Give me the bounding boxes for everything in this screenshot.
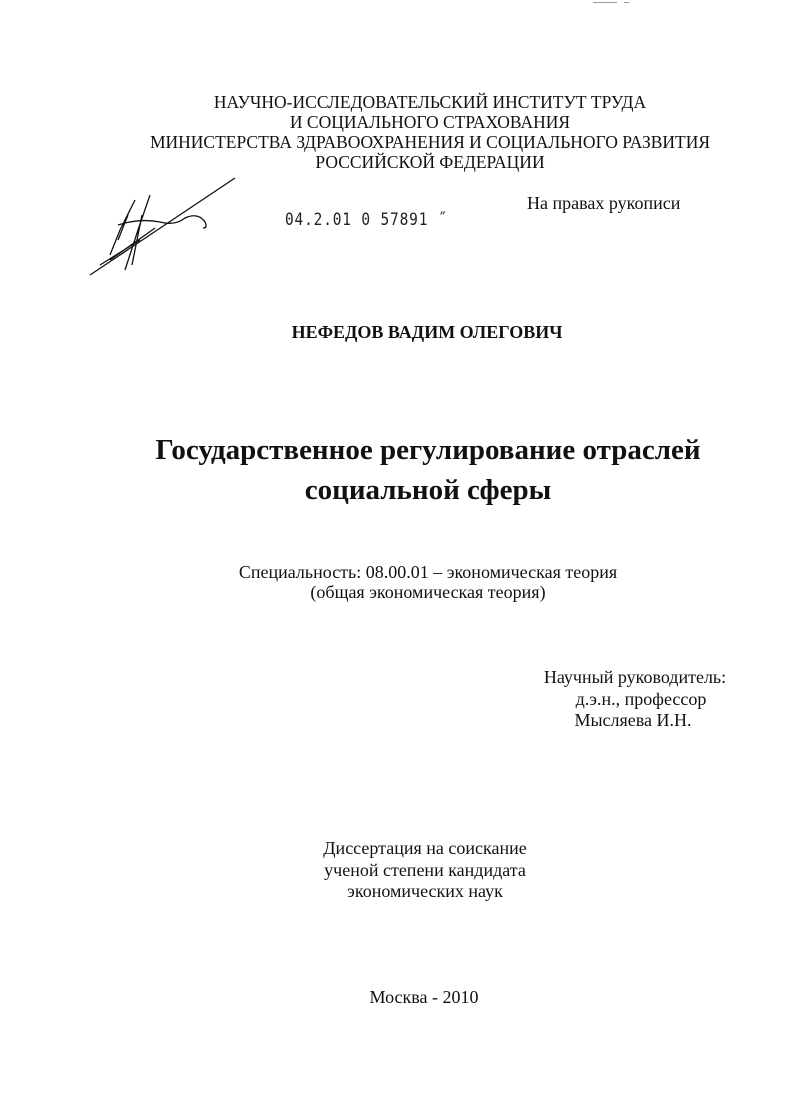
title-line-1: Государственное регулирование отраслей xyxy=(155,434,701,466)
institution-line-2: И СОЦИАЛЬНОГО СТРАХОВАНИЯ xyxy=(289,112,571,132)
scan-mark xyxy=(624,2,629,3)
author-name: НЕФЕДОВ ВАДИМ ОЛЕГОВИЧ xyxy=(291,322,563,342)
dissertation-line-2: ученой степени кандидата xyxy=(324,860,526,880)
institution-line-3: МИНИСТЕРСТВА ЗДРАВООХРАНЕНИЯ И СОЦИАЛЬНОГО РАЗВИТИЯ xyxy=(149,132,711,152)
supervisor-name: Мысляева И.Н. xyxy=(574,710,692,730)
scan-mark xyxy=(593,2,617,3)
registration-stamp-number: 04.2.01 0 57891 ˝ xyxy=(285,210,448,230)
supervisor-degree: д.э.н., профессор xyxy=(575,689,707,709)
manuscript-note: На правах рукописи xyxy=(527,193,681,213)
title-line-2: социальной сферы xyxy=(304,474,552,506)
specialty-line-2: (общая экономическая теория) xyxy=(310,582,546,602)
dissertation-line-1: Диссертация на соискание xyxy=(323,838,527,858)
city-year: Москва - 2010 xyxy=(369,987,479,1007)
institution-line-1: НАУЧНО-ИССЛЕДОВАТЕЛЬСКИЙ ИНСТИТУТ ТРУДА xyxy=(213,92,647,112)
specialty-line-1: Специальность: 08.00.01 – экономическая теория xyxy=(238,562,618,582)
institution-line-4: РОССИЙСКОЙ ФЕДЕРАЦИИ xyxy=(315,152,545,172)
supervisor-label: Научный руководитель: xyxy=(543,667,727,687)
dissertation-line-3: экономических наук xyxy=(347,881,503,901)
signature xyxy=(80,170,240,280)
